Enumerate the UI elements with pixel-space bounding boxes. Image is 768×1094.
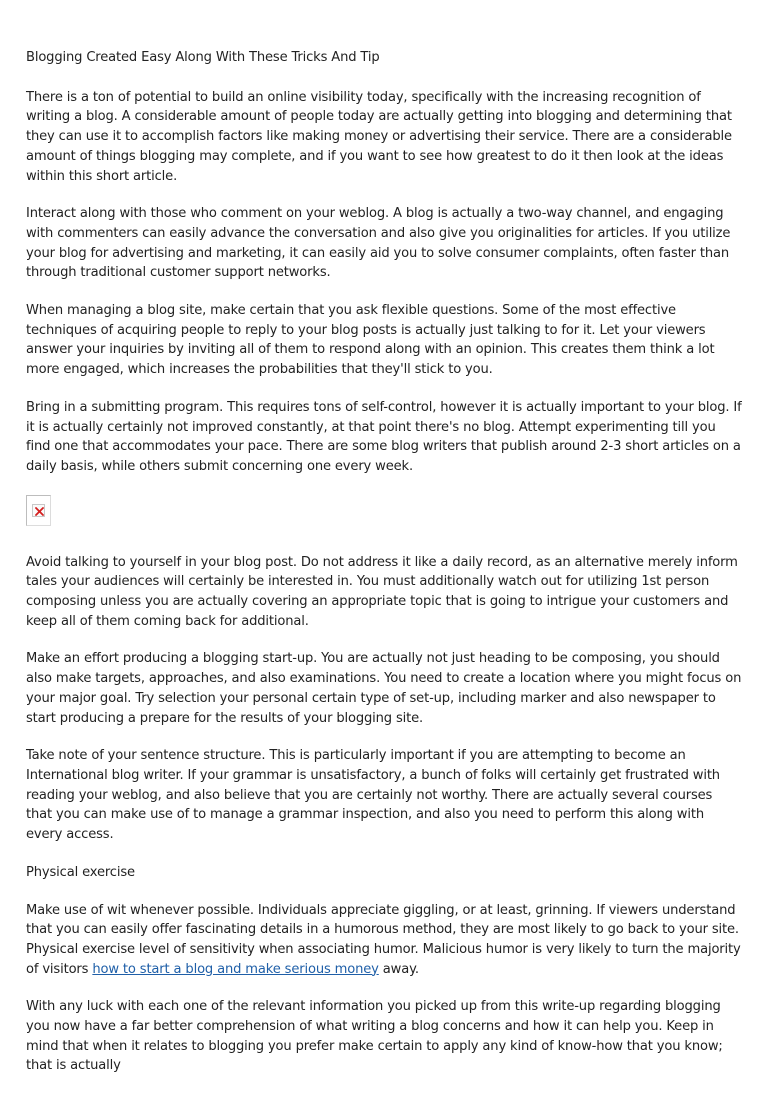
paragraph: Bring in a submitting program. This requires tons of self-control, however it is actually important to your blog. If it is actually certainly not improved constantly, at that point there's no blog. Attempt experimenting till you find one that accommodates your pace. There are some blog writers that publish around 2-3 short articles on a daily basis, while others submit concerning one every week.	[26, 399, 742, 474]
humor-text-after-link: away.	[378, 961, 419, 977]
paragraph: With any luck with each one of the relevant information you picked up from this write-up regarding blogging you now have a far better comprehension of what writing a blog concerns and how it can help you. Keep in mind that when it relates to blogging you prefer make certain to apply any kind of know-how that you know; that is actually	[26, 999, 723, 1074]
blog-guide-link[interactable]: how to start a blog and make serious money	[92, 961, 379, 977]
paragraph: When managing a blog site, make certain that you ask flexible questions. Some of the most effective techniques of acquiring people to reply to your blog posts is actually just talking to for it. Let your viewers answer your inquiries by inviting all of them to respond along with an opinion. This creates them think a lot more engaged, which increases the probabilities that they'll stick to you.	[26, 303, 715, 378]
paragraph	[26, 901, 742, 980]
paragraph: Avoid talking to yourself in your blog post. Do not address it like a daily record, as an alternative merely inform tales your audiences will certainly be interested in. You must additionally watch out for utilizing 1st person composing unless you are actually covering an appropriate topic that is going to intrigue your customers and keep all of them coming back for additional.	[26, 554, 738, 629]
broken-image-icon	[32, 504, 45, 517]
humor-text-before-link: Make use of wit whenever possible. Individuals appreciate giggling, or at least, grinning. If viewers understand that you can easily offer fascinating details in a humorous method, they are most likely to go back to your site. Physical exercise level of sensitivity when associating humor. Malicious humor is very likely to turn the majority of visitors	[26, 902, 741, 977]
paragraph: Make an effort producing a blogging start-up. You are actually not just heading to be composing, you should also make targets, approaches, and also examinations. You need to create a location where you might focus on your major goal. Try selection your personal certain type of set-up, including marker and also newspaper to start producing a prepare for the results of your blogging site.	[26, 651, 742, 726]
paragraph: Take note of your sentence structure. This is particularly important if you are attempting to become an International blog writer. If your grammar is unsatisfactory, a bunch of folks will certainly get frustrated with reading your weblog, and also believe that you are certainly not worthy. There are actually several courses that you can make use of to manage a grammar inspection, and also you need to perform this along with every access.	[26, 748, 720, 843]
paragraph: There is a ton of potential to build an online visibility today, specifically with the increasing recognition of writing a blog. A considerable amount of people today are actually getting into blogging and determining that they can use it to accomplish factors like making money or advertising their service. There are a considerable amount of things blogging may complete, and if you want to see how greatest to do it then look at the ideas within this short article.	[26, 89, 732, 184]
document-title: Blogging Created Easy Along With These Tricks And Tip	[26, 50, 380, 65]
paragraph: Interact along with those who comment on your weblog. A blog is actually a two-way channel, and engaging with commenters can easily advance the conversation and also give you originalities for articles. If you utilize your blog for advertising and marketing, it can easily aid you to solve consumer complaints, often faster than through traditional customer support networks.	[26, 206, 731, 281]
broken-image-placeholder	[26, 495, 51, 526]
section-heading: Physical exercise	[26, 864, 135, 880]
document-page	[26, 48, 742, 1094]
